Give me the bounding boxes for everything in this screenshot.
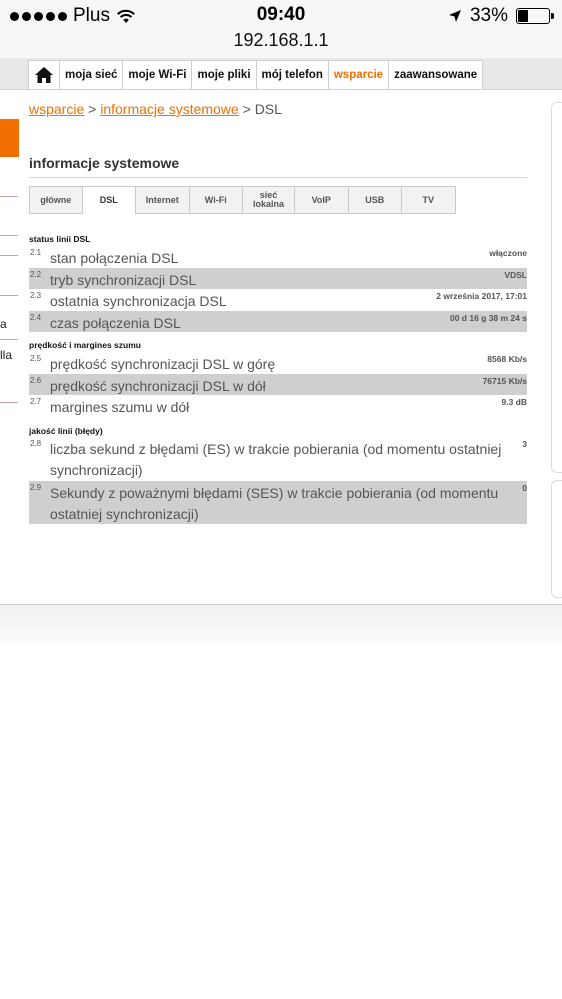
row-number: 2.7 [30,397,42,406]
row-value: 2 września 2017, 17:01 [436,291,527,301]
row-number: 2.6 [30,376,42,385]
top-nav [28,60,483,90]
row-number: 2.9 [30,483,42,492]
breadcrumb [29,101,282,117]
section-title: prędkość i margines szumu [29,340,141,350]
row-number: 2.2 [30,270,42,279]
row-number: 2.3 [30,291,42,300]
left-divider [0,339,18,340]
clock: 09:40 [256,4,306,25]
page-title: informacje systemowe [29,155,180,171]
row-number: 2.5 [30,354,42,363]
row-label: tryb synchronizacji DSL [50,272,197,288]
tab-wifi[interactable]: Wi-Fi [190,186,244,214]
row-label: prędkość synchronizacji DSL w górę [50,356,276,372]
left-divider [0,402,18,403]
left-sidebar-fragment[interactable]: lla [0,348,13,362]
row-label: stan połączenia DSL [50,250,179,266]
tab-voip[interactable]: VoIP [295,186,349,214]
table-row [29,352,527,374]
nav-item-zaawansowane[interactable]: zaawansowane [389,60,483,90]
row-value: 9.3 dB [501,397,527,407]
row-label: liczba sekund z błędami (ES) w trakcie pobierania (od momentu ostatniej synchronizacji) [50,441,502,478]
nav-item-moje-wifi[interactable]: moje Wi-Fi [123,60,192,90]
top-nav-bar [0,58,562,90]
right-help-panel [551,102,562,473]
left-sidebar-active-item[interactable] [0,119,19,157]
row-value: 3 [522,439,527,449]
nav-item-moje-pliki[interactable]: moje pliki [192,60,256,90]
breadcrumb-link-informacje[interactable]: informacje systemowe [100,101,239,117]
row-label: margines szumu w dół [50,399,190,415]
status-bar [0,0,562,58]
table-row [29,395,527,417]
carrier-label: Plus [73,5,110,26]
table-row [29,437,527,481]
left-sidebar-fragment[interactable]: a [0,317,7,331]
row-label: prędkość synchronizacji DSL w dół [50,378,266,394]
table-row [29,481,527,524]
home-icon [34,66,54,84]
breadcrumb-separator: > [84,101,101,117]
footer-band [0,605,562,641]
row-label: czas połączenia DSL [50,315,181,331]
battery-icon [516,8,550,24]
row-value: 76715 Kb/s [482,376,527,386]
breadcrumb-link-wsparcie[interactable]: wsparcie [29,101,85,117]
nav-home-button[interactable] [28,60,60,90]
row-number: 2.1 [30,248,42,257]
breadcrumb-separator: > [238,101,255,117]
table-row [29,268,527,289]
row-label: ostatnia synchronizacja DSL [50,293,227,309]
tab-glowne[interactable]: główne [29,186,83,214]
left-divider [0,196,18,197]
tab-bar [29,186,456,215]
right-info-panel [551,480,562,598]
nav-item-moj-telefon[interactable]: mój telefon [257,60,329,90]
section-title: status linii DSL [29,234,91,244]
row-value: włączone [489,248,527,258]
nav-item-wsparcie[interactable]: wsparcie [329,60,389,90]
left-divider [0,295,18,296]
address-bar-url[interactable]: 192.168.1.1 [233,30,329,50]
row-value: 8568 Kb/s [487,354,527,364]
breadcrumb-current: DSL [254,101,282,117]
table-row [29,289,527,311]
row-number: 2.8 [30,439,42,448]
status-right [448,5,550,27]
tab-tv[interactable]: TV [402,186,456,214]
row-number: 2.4 [30,313,42,322]
battery-percent: 33% [469,5,508,26]
row-label: Sekundy z poważnymi błędami (SES) w trakcie pobierania (od momentu ostatniej synchronizacji) [50,485,499,522]
row-value: 0 [522,483,527,493]
tab-internet[interactable]: Internet [136,186,190,214]
left-divider [0,235,18,236]
table-row [29,374,527,395]
tab-usb[interactable]: USB [349,186,403,214]
nav-item-moja-siec[interactable]: moja sieć [60,60,123,90]
row-value: 00 d 16 g 38 m 24 s [449,313,527,323]
section-title: jakość linii (błędy) [29,426,103,436]
location-arrow-icon [448,9,462,23]
tab-dsl[interactable]: DSL [83,186,137,215]
tab-siec-lokalna[interactable]: sieć lokalna [243,186,295,214]
table-row [29,311,527,332]
left-divider [0,255,18,256]
table-row [29,246,527,268]
title-divider [29,177,527,178]
row-value: VDSL [504,270,527,280]
